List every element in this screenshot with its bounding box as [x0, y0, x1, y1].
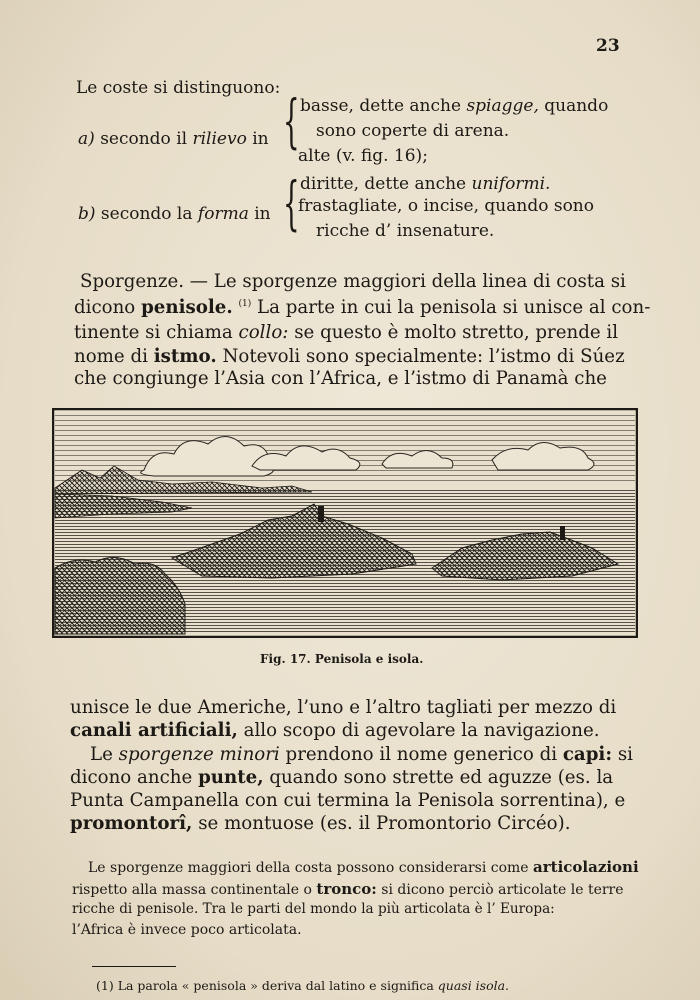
brace-b: { [283, 169, 300, 237]
class-a-label: a) secondo il rilievo in [78, 129, 269, 149]
class-b-option-2: frastagliate, o incise, quando sono [298, 196, 594, 216]
para1-line4: nome di istmo. Notevoli sono specialmente: l’istmo di Súez [74, 346, 625, 367]
coast-engraving-illustration [52, 408, 638, 638]
para1-line3: tinente si chiama collo: se questo è molto stretto, prende il [74, 322, 619, 343]
class-b-option-1: diritte, dette anche uniformi. [300, 174, 551, 194]
para2-line3: Le sporgenze minori prendono il nome generico di capi: si [90, 744, 633, 765]
class-a-option-1-cont: sono coperte di arena. [316, 121, 510, 141]
footnote: (1) La parola « penisola » deriva dal latino e significa quasi isola. [96, 978, 510, 993]
para1-line1: Sporgenze. — Le sporgenze maggiori della linea di costa si [80, 271, 626, 292]
note-line4: l’Africa è invece poco articolata. [72, 922, 302, 938]
para2-line4: dicono anche punte, quando sono strette ed aguzze (es. la [70, 767, 614, 788]
intro-line: Le coste si distinguono: [76, 78, 281, 98]
para2-line2: canali artificiali, allo scopo di agevolare la navigazione. [70, 720, 600, 741]
para2-line1: unisce le due Americhe, l’uno e l’altro tagliati per mezzo di [70, 697, 617, 718]
footnote-separator [92, 966, 176, 967]
class-a-option-1: basse, dette anche spiagge, quando [300, 96, 609, 116]
para1-line5: che congiunge l’Asia con l’Africa, e l’istmo di Panamà che [74, 368, 607, 389]
brace-a: { [283, 87, 300, 155]
note-line3: ricche di penisole. Tra le parti del mondo la più articolata è l’ Europa: [72, 901, 555, 917]
class-b-option-2-cont: ricche d’ insenature. [316, 221, 495, 241]
para2-line6: promontorî, se montuose (es. il Promontorio Circéo). [70, 813, 571, 834]
para2-line5: Punta Campanella con cui termina la Penisola sorrentina), e [70, 790, 626, 811]
note-line1: Le sporgenze maggiori della costa possono considerarsi come articolazioni [88, 858, 639, 876]
class-a-option-2: alte (v. fig. 16); [298, 146, 428, 166]
class-b-label: b) secondo la forma in [78, 204, 271, 224]
figure-caption: Fig. 17. Penisola e isola. [260, 652, 424, 666]
note-line2: rispetto alla massa continentale o tronco: si dicono perciò articolate le terre [72, 880, 624, 898]
page-number: 23 [596, 36, 620, 56]
para1-line2: dicono penisole. $^{(1)}$ La parte in cui la penisola si unisce al con- [74, 297, 651, 318]
